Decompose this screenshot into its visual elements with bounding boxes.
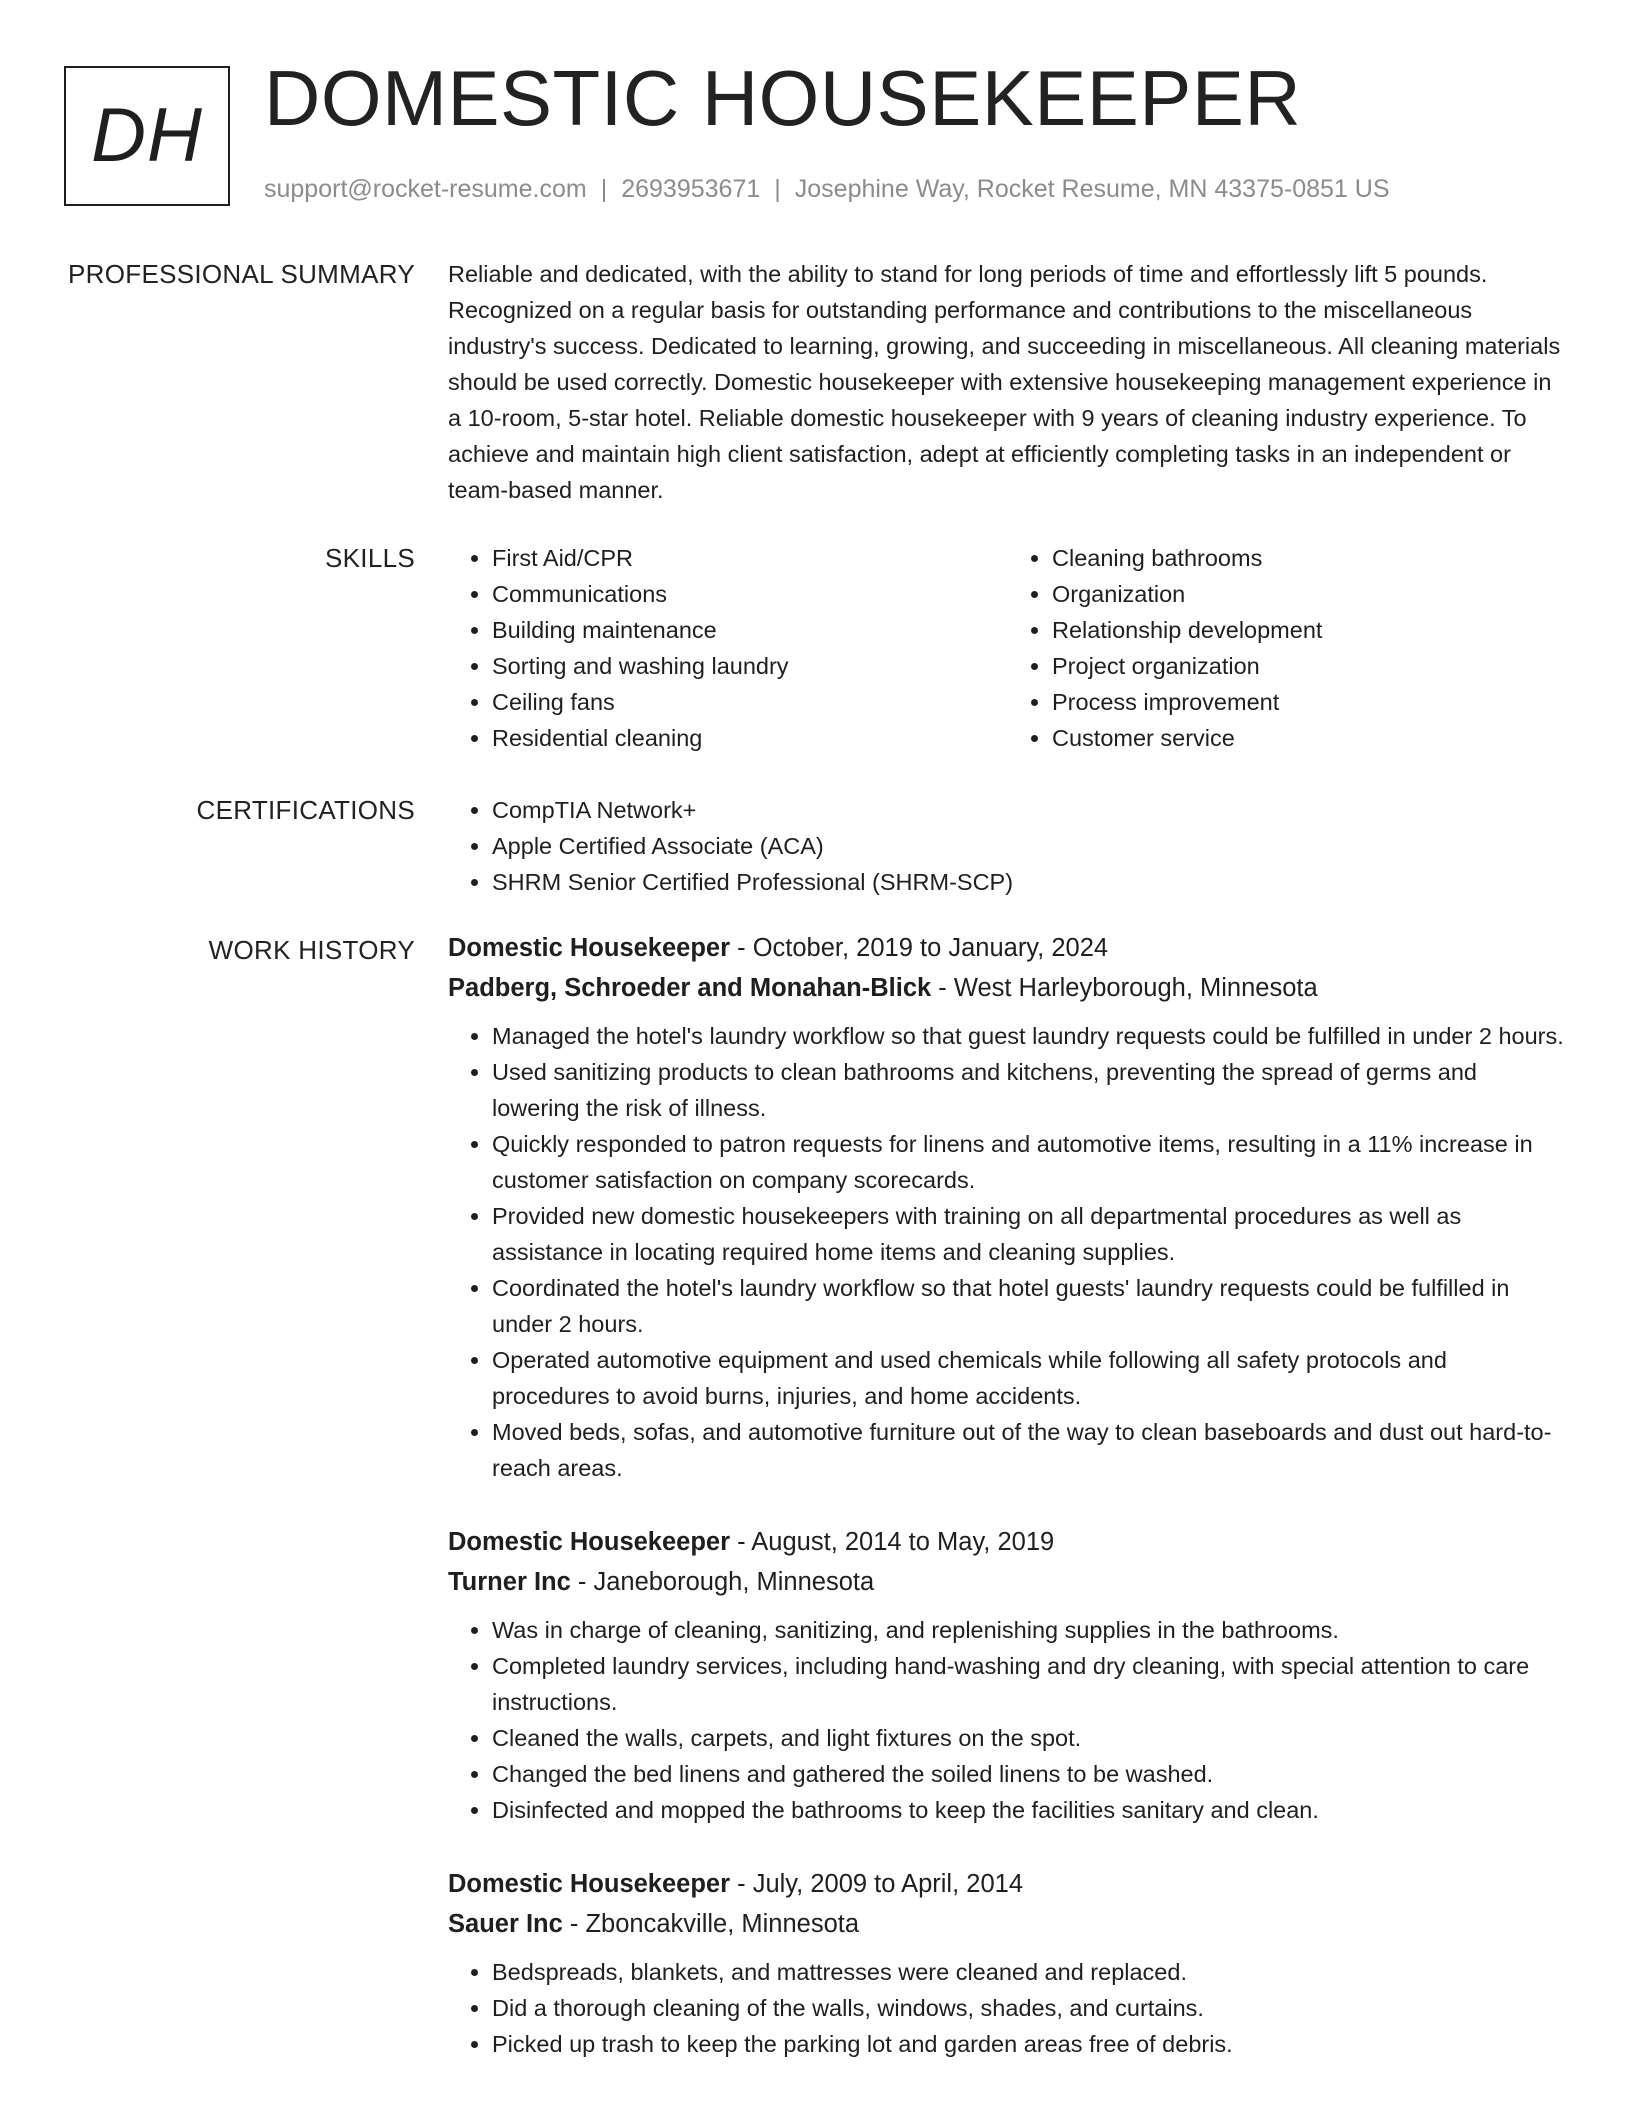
job-bullet-item: • Did a thorough cleaning of the walls, windows, shades, and curtains. bbox=[492, 1990, 1568, 2026]
summary-body bbox=[448, 256, 1568, 508]
certifications-body bbox=[448, 792, 1568, 900]
job-bullet-item: • Provided new domestic housekeepers with training on all departmental procedures as well as assistance in locating required home items and cleaning supplies. bbox=[492, 1198, 1568, 1270]
resume-name: DOMESTIC HOUSEKEEPER bbox=[264, 54, 1302, 142]
skill-item: • Building maintenance bbox=[492, 612, 1008, 648]
job-company: Sauer Inc bbox=[448, 1910, 563, 1938]
skills-body bbox=[448, 540, 1568, 756]
skill-item: • Communications bbox=[492, 576, 1008, 612]
work-history-body bbox=[448, 928, 1568, 2098]
certification-item: • Apple Certified Associate (ACA) bbox=[492, 828, 1568, 864]
job-bullet-item: • Quickly responded to patron requests for linens and automotive items, resulting in a 11% increase in customer satisfaction on company scorecards. bbox=[492, 1126, 1568, 1198]
section-label-certifications: CERTIFICATIONS bbox=[196, 795, 415, 825]
job-company-line bbox=[448, 1562, 1568, 1602]
skill-item: • Residential cleaning bbox=[492, 720, 1008, 756]
skill-item: • Sorting and washing laundry bbox=[492, 648, 1008, 684]
job-title: Domestic Housekeeper bbox=[448, 934, 731, 962]
skill-item: • Customer service bbox=[1052, 720, 1568, 756]
job-company: Turner Inc bbox=[448, 1568, 571, 1596]
job-bullet-item: • Bedspreads, blankets, and mattresses were cleaned and replaced. bbox=[492, 1954, 1568, 1990]
job-bullet-item: • Completed laundry services, including hand-washing and dry cleaning, with special attention to care instructions. bbox=[492, 1648, 1568, 1720]
job-title-line bbox=[448, 1522, 1568, 1562]
certification-item: • SHRM Senior Certified Professional (SHRM-SCP) bbox=[492, 864, 1568, 900]
job-location: - Janeborough, Minnesota bbox=[570, 1568, 875, 1596]
job-company: Padberg, Schroeder and Monahan-Blick bbox=[448, 974, 932, 1002]
job-dates: - August, 2014 to May, 2019 bbox=[730, 1528, 1055, 1556]
job-bullet-item: • Managed the hotel's laundry workflow so that guest laundry requests could be fulfilled in under 2 hours. bbox=[492, 1018, 1568, 1054]
section-label-summary: PROFESSIONAL SUMMARY bbox=[68, 259, 415, 289]
job-bullet-item: • Disinfected and mopped the bathrooms to keep the facilities sanitary and clean. bbox=[492, 1792, 1568, 1828]
contact-separator: | bbox=[600, 175, 608, 203]
job-bullets bbox=[448, 1612, 1568, 1828]
certifications-list bbox=[448, 792, 1568, 900]
job-dates: - July, 2009 to April, 2014 bbox=[730, 1870, 1023, 1898]
job-entry bbox=[448, 1864, 1568, 2062]
job-dates: - October, 2019 to January, 2024 bbox=[730, 934, 1109, 962]
skill-item: • Cleaning bathrooms bbox=[1052, 540, 1568, 576]
job-bullet-item: • Moved beds, sofas, and automotive furniture out of the way to clean baseboards and dust out hard-to-reach areas. bbox=[492, 1414, 1568, 1486]
contact-separator: | bbox=[774, 175, 781, 203]
job-bullet-item: • Picked up trash to keep the parking lot and garden areas free of debris. bbox=[492, 2026, 1568, 2062]
section-label-work-history: WORK HISTORY bbox=[208, 935, 415, 965]
summary-text: Reliable and dedicated, with the ability to stand for long periods of time and effortlessly lift 5 pounds. Recognized on a regular basis for outstanding performance and contributions to the miscellaneous industry's success. Dedicated to learning, growing, and succeeding in miscellaneous. All cleaning materials should be used correctly. Domestic housekeeper with extensive housekeeping management experience in a 10-room, 5-star hotel. Reliable domestic housekeeper with 9 years of cleaning industry experience. To achieve and maintain high client satisfaction, adept at efficiently completing tasks in an independent or team-based manner. bbox=[448, 261, 1561, 503]
job-bullet-item: • Changed the bed linens and gathered the soiled linens to be washed. bbox=[492, 1756, 1568, 1792]
job-title-line bbox=[448, 1864, 1568, 1904]
certification-item: • CompTIA Network+ bbox=[492, 792, 1568, 828]
contact-email: support@rocket-resume.com bbox=[264, 175, 587, 203]
skill-item: • Relationship development bbox=[1052, 612, 1568, 648]
job-entry bbox=[448, 928, 1568, 1486]
monogram-initials: DH bbox=[91, 93, 203, 178]
contact-address: Josephine Way, Rocket Resume, MN 43375-0851 US bbox=[794, 175, 1390, 203]
job-bullet-item: • Cleaned the walls, carpets, and light fixtures on the spot. bbox=[492, 1720, 1568, 1756]
job-bullet-item: • Was in charge of cleaning, sanitizing, and replenishing supplies in the bathrooms. bbox=[492, 1612, 1568, 1648]
skill-item: • Ceiling fans bbox=[492, 684, 1008, 720]
contact-line bbox=[264, 175, 1390, 204]
skill-item: • Process improvement bbox=[1052, 684, 1568, 720]
skills-list-left bbox=[448, 540, 1008, 756]
job-bullet-item: • Operated automotive equipment and used chemicals while following all safety protocols and procedures to avoid burns, injuries, and home accidents. bbox=[492, 1342, 1568, 1414]
skill-item: • First Aid/CPR bbox=[492, 540, 1008, 576]
job-bullet-item: • Used sanitizing products to clean bathrooms and kitchens, preventing the spread of germs and lowering the risk of illness. bbox=[492, 1054, 1568, 1126]
skill-item: • Organization bbox=[1052, 576, 1568, 612]
job-bullets bbox=[448, 1018, 1568, 1486]
job-bullet-item: • Coordinated the hotel's laundry workflow so that hotel guests' laundry requests could be fulfilled in under 2 hours. bbox=[492, 1270, 1568, 1342]
job-location: - Zboncakville, Minnesota bbox=[562, 1910, 860, 1938]
job-bullets bbox=[448, 1954, 1568, 2062]
job-title-line bbox=[448, 928, 1568, 968]
job-company-line bbox=[448, 968, 1568, 1008]
job-company-line bbox=[448, 1904, 1568, 1944]
job-location: - West Harleyborough, Minnesota bbox=[931, 974, 1318, 1002]
section-label-skills: SKILLS bbox=[325, 543, 415, 573]
job-entry bbox=[448, 1522, 1568, 1828]
skill-item: • Project organization bbox=[1052, 648, 1568, 684]
monogram-box bbox=[64, 66, 230, 206]
job-title: Domestic Housekeeper bbox=[448, 1528, 731, 1556]
skills-list-right bbox=[1008, 540, 1568, 756]
job-title: Domestic Housekeeper bbox=[448, 1870, 731, 1898]
contact-phone: 2693953671 bbox=[621, 175, 761, 203]
